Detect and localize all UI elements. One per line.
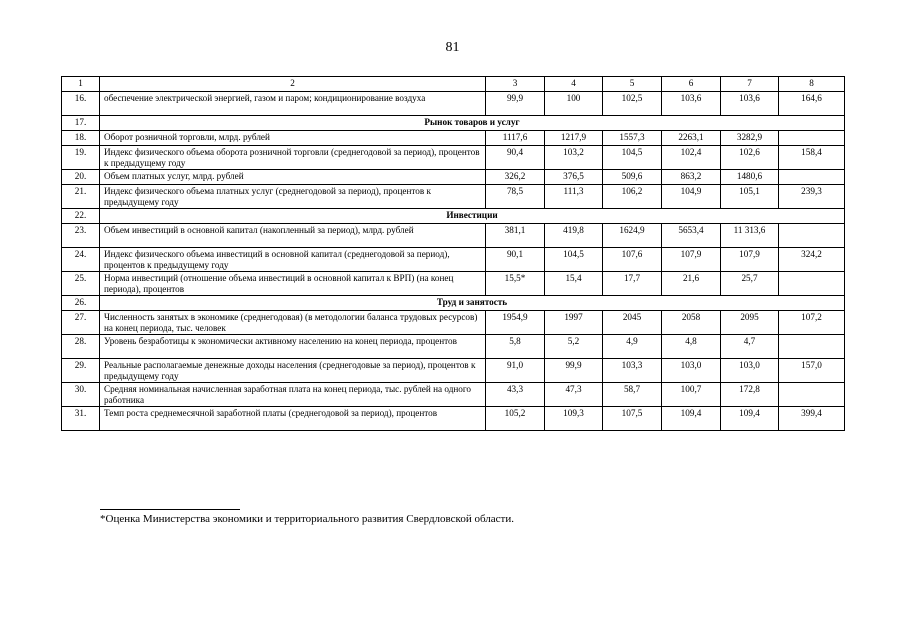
table-row — [62, 335, 845, 359]
table-row — [62, 407, 845, 431]
column-header: 7 — [721, 77, 779, 92]
section-row — [62, 296, 845, 311]
value-cell: 326,2 — [486, 170, 545, 185]
value-cell: 103,0 — [662, 359, 721, 383]
value-cell: 107,9 — [662, 248, 721, 272]
value-cell — [779, 272, 845, 296]
indicator-name: Численность занятых в экономике (среднегодовая) (в методологии баланса трудовых ресурсов) на конец периода, тыс. человек — [100, 311, 486, 335]
page-number: 81 — [445, 40, 460, 55]
section-title: Инвестиции — [100, 209, 845, 224]
value-cell: 17,7 — [603, 272, 662, 296]
value-cell: 4,9 — [603, 335, 662, 359]
indicator-name: Норма инвестиций (отношение объема инвестиций в основной капитал к ВРП) (на конец периода), процентов — [100, 272, 486, 296]
row-number: 30. — [62, 383, 100, 407]
value-cell: 239,3 — [779, 185, 845, 209]
indicators-table — [61, 76, 845, 431]
column-header: 6 — [662, 77, 721, 92]
value-cell — [779, 131, 845, 146]
indicator-name: Индекс физического объема инвестиций в основной капитал (среднегодовой за период), процентов к предыдущему году — [100, 248, 486, 272]
value-cell: 15,4 — [545, 272, 603, 296]
column-header: 4 — [545, 77, 603, 92]
value-cell: 78,5 — [486, 185, 545, 209]
value-cell: 104,9 — [662, 185, 721, 209]
value-cell: 2058 — [662, 311, 721, 335]
value-cell: 419,8 — [545, 224, 603, 248]
value-cell: 109,4 — [721, 407, 779, 431]
value-cell: 1954,9 — [486, 311, 545, 335]
value-cell: 399,4 — [779, 407, 845, 431]
table-header-row — [62, 77, 845, 92]
value-cell: 91,0 — [486, 359, 545, 383]
table-row — [62, 146, 845, 170]
value-cell: 58,7 — [603, 383, 662, 407]
value-cell: 2263,1 — [662, 131, 721, 146]
value-cell: 376,5 — [545, 170, 603, 185]
value-cell: 103,2 — [545, 146, 603, 170]
value-cell: 100,7 — [662, 383, 721, 407]
indicator-name: Реальные располагаемые денежные доходы населения (среднегодовые за период), процентов к предыдущему году — [100, 359, 486, 383]
value-cell: 5,8 — [486, 335, 545, 359]
table-row — [62, 248, 845, 272]
value-cell: 1217,9 — [545, 131, 603, 146]
row-number: 28. — [62, 335, 100, 359]
indicator-name: Индекс физического объема платных услуг (среднегодовой за период), процентов к предыдущему году — [100, 185, 486, 209]
row-number: 21. — [62, 185, 100, 209]
value-cell — [779, 383, 845, 407]
value-cell: 4,7 — [721, 335, 779, 359]
row-number: 27. — [62, 311, 100, 335]
row-number: 17. — [62, 116, 100, 131]
value-cell: 1624,9 — [603, 224, 662, 248]
value-cell: 103,6 — [721, 92, 779, 116]
column-header: 5 — [603, 77, 662, 92]
value-cell: 105,2 — [486, 407, 545, 431]
value-cell: 4,8 — [662, 335, 721, 359]
value-cell: 47,3 — [545, 383, 603, 407]
section-title: Труд и занятость — [100, 296, 845, 311]
row-number: 20. — [62, 170, 100, 185]
row-number: 26. — [62, 296, 100, 311]
indicator-name: Объем инвестиций в основной капитал (накопленный за период), млрд. рублей — [100, 224, 486, 248]
value-cell: 1557,3 — [603, 131, 662, 146]
table-row — [62, 92, 845, 116]
indicator-name: Темп роста среднемесячной заработной платы (среднегодовой за период), процентов — [100, 407, 486, 431]
value-cell: 100 — [545, 92, 603, 116]
table-body — [62, 77, 845, 431]
value-cell — [779, 224, 845, 248]
value-cell: 105,1 — [721, 185, 779, 209]
row-number: 24. — [62, 248, 100, 272]
value-cell: 3282,9 — [721, 131, 779, 146]
value-cell: 90,4 — [486, 146, 545, 170]
value-cell: 109,3 — [545, 407, 603, 431]
value-cell: 99,9 — [545, 359, 603, 383]
value-cell: 1997 — [545, 311, 603, 335]
value-cell: 164,6 — [779, 92, 845, 116]
table-row — [62, 185, 845, 209]
indicator-name: Оборот розничной торговли, млрд. рублей — [100, 131, 486, 146]
value-cell: 104,5 — [603, 146, 662, 170]
row-number: 29. — [62, 359, 100, 383]
value-cell: 5653,4 — [662, 224, 721, 248]
value-cell: 324,2 — [779, 248, 845, 272]
value-cell: 509,6 — [603, 170, 662, 185]
value-cell: 90,1 — [486, 248, 545, 272]
value-cell: 2095 — [721, 311, 779, 335]
value-cell: 103,0 — [721, 359, 779, 383]
value-cell — [779, 335, 845, 359]
value-cell: 43,3 — [486, 383, 545, 407]
value-cell: 99,9 — [486, 92, 545, 116]
table-row — [62, 272, 845, 296]
indicator-name: Средняя номинальная начисленная заработная плата на конец периода, тыс. рублей на одного работника — [100, 383, 486, 407]
value-cell: 157,0 — [779, 359, 845, 383]
value-cell: 25,7 — [721, 272, 779, 296]
indicator-name: Индекс физического объема оборота розничной торговли (среднегодовой за период), процентов к предыдущему году — [100, 146, 486, 170]
table-row — [62, 311, 845, 335]
value-cell: 2045 — [603, 311, 662, 335]
value-cell: 111,3 — [545, 185, 603, 209]
column-header: 2 — [100, 77, 486, 92]
value-cell: 103,3 — [603, 359, 662, 383]
row-number: 18. — [62, 131, 100, 146]
row-number: 25. — [62, 272, 100, 296]
row-number: 16. — [62, 92, 100, 116]
value-cell: 21,6 — [662, 272, 721, 296]
section-title: Рынок товаров и услуг — [100, 116, 845, 131]
value-cell: 103,6 — [662, 92, 721, 116]
footnote-separator — [100, 509, 240, 510]
table-row — [62, 131, 845, 146]
value-cell: 107,5 — [603, 407, 662, 431]
column-header: 8 — [779, 77, 845, 92]
indicator-name: Уровень безработицы к экономически активному населению на конец периода, процентов — [100, 335, 486, 359]
value-cell: 11 313,6 — [721, 224, 779, 248]
value-cell: 172,8 — [721, 383, 779, 407]
value-cell: 158,4 — [779, 146, 845, 170]
value-cell: 1480,6 — [721, 170, 779, 185]
value-cell: 102,6 — [721, 146, 779, 170]
indicator-name: Объем платных услуг, млрд. рублей — [100, 170, 486, 185]
indicator-name: обеспечение электрической энергией, газом и паром; кондиционирование воздуха — [100, 92, 486, 116]
value-cell: 107,6 — [603, 248, 662, 272]
table-row — [62, 359, 845, 383]
row-number: 19. — [62, 146, 100, 170]
value-cell: 104,5 — [545, 248, 603, 272]
value-cell: 863,2 — [662, 170, 721, 185]
value-cell: 106,2 — [603, 185, 662, 209]
value-cell: 107,9 — [721, 248, 779, 272]
value-cell: 15,5* — [486, 272, 545, 296]
row-number: 23. — [62, 224, 100, 248]
value-cell: 5,2 — [545, 335, 603, 359]
value-cell: 107,2 — [779, 311, 845, 335]
value-cell — [779, 170, 845, 185]
section-row — [62, 209, 845, 224]
row-number: 22. — [62, 209, 100, 224]
table-row — [62, 170, 845, 185]
column-header: 1 — [62, 77, 100, 92]
table-row — [62, 383, 845, 407]
footnote: *Оценка Министерства экономики и территориального развития Свердловской области. — [100, 513, 514, 525]
value-cell: 381,1 — [486, 224, 545, 248]
value-cell: 102,5 — [603, 92, 662, 116]
column-header: 3 — [486, 77, 545, 92]
section-row — [62, 116, 845, 131]
value-cell: 109,4 — [662, 407, 721, 431]
value-cell: 1117,6 — [486, 131, 545, 146]
row-number: 31. — [62, 407, 100, 431]
value-cell: 102,4 — [662, 146, 721, 170]
table-row — [62, 224, 845, 248]
